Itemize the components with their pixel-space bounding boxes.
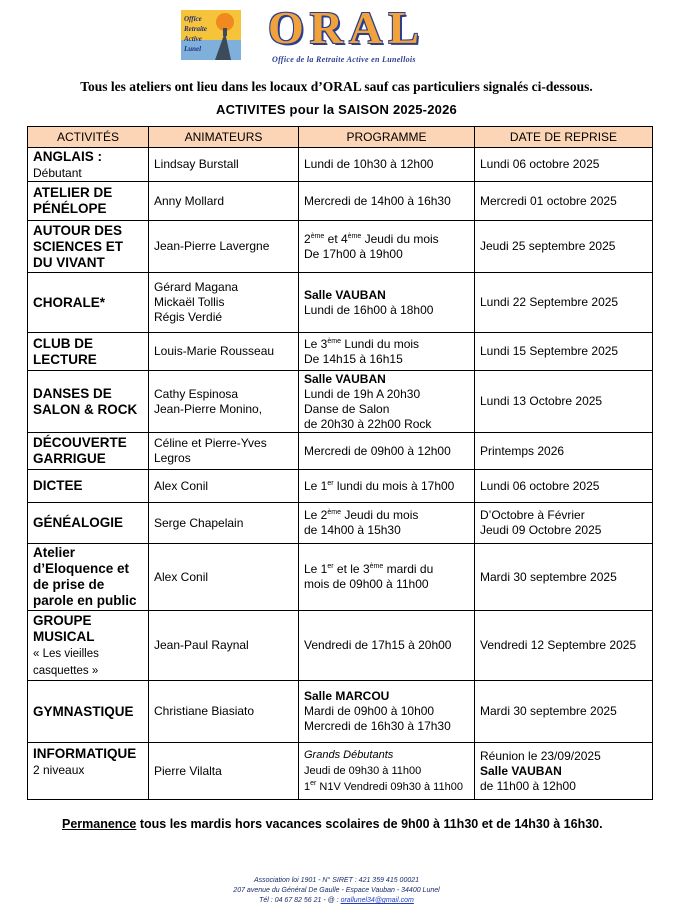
animator-cell: Alex Conil <box>149 544 299 611</box>
table-row <box>28 681 653 743</box>
date-cell: Printemps 2026 <box>475 433 653 470</box>
activities-table <box>27 126 653 800</box>
email-link[interactable]: orallunel34@gmail.com <box>340 897 414 904</box>
table-header-row <box>28 127 653 148</box>
header-programme: PROGRAMME <box>299 127 475 148</box>
activity-cell: CHORALE* <box>28 273 149 333</box>
activity-cell: GÉNÉALOGIE <box>28 503 149 544</box>
activity-cell: GROUPE MUSICAL « Les vieilles casquettes » <box>28 611 149 681</box>
table-row <box>28 470 653 503</box>
animator-cell: Christiane Biasiato <box>149 681 299 743</box>
logo-badge-graphic <box>181 10 241 60</box>
svg-text:Active: Active <box>184 35 202 43</box>
header-activites: ACTIVITÉS <box>28 127 149 148</box>
date-cell: D’Octobre à Février Jeudi 09 Octobre 2025 <box>475 503 653 544</box>
animator-cell: Jean-Pierre Lavergne <box>149 221 299 273</box>
svg-text:Lunel: Lunel <box>184 45 202 53</box>
date-cell: Lundi 13 Octobre 2025 <box>475 371 653 433</box>
activity-cell: ATELIER DE PÉNÉLOPE <box>28 182 149 221</box>
program-cell: Grands Débutants Jeudi de 09h30 à 11h00 1er N1V Vendredi 09h30 à 11h00 <box>299 743 475 800</box>
page-title: ACTIVITES pour la SAISON 2025-2026 <box>216 102 457 117</box>
date-cell: Réunion le 23/09/2025 Salle VAUBAN de 11h00 à 12h00 <box>475 743 653 800</box>
permanence-text: tous les mardis hors vacances scolaires de 9h00 à 11h30 et de 14h30 à 16h30. <box>136 817 603 831</box>
activity-cell: INFORMATIQUE 2 niveaux <box>28 743 149 800</box>
animator-cell: Jean-Paul Raynal <box>149 611 299 681</box>
program-cell: 2ème et 4ème Jeudi du mois De 17h00 à 19h00 <box>299 221 475 273</box>
date-cell: Jeudi 25 septembre 2025 <box>475 221 653 273</box>
animator-cell: Lindsay Burstall <box>149 148 299 182</box>
logo-subtitle: Office de la Retraite Active en Lunellois <box>272 55 416 64</box>
svg-text:Office: Office <box>184 15 202 23</box>
program-cell: Salle MARCOU Mardi de 09h00 à 10h00 Mercredi de 16h30 à 17h30 <box>299 681 475 743</box>
date-cell: Mercredi 01 octobre 2025 <box>475 182 653 221</box>
table-row <box>28 273 653 333</box>
program-cell: Salle VAUBAN Lundi de 16h00 à 18h00 <box>299 273 475 333</box>
intro-text: Tous les ateliers ont lieu dans les locaux d’ORAL sauf cas particuliers signalés ci-dessous. <box>80 79 593 94</box>
date-cell: Vendredi 12 Septembre 2025 <box>475 611 653 681</box>
program-cell: Mercredi de 09h00 à 12h00 <box>299 433 475 470</box>
table-row <box>28 433 653 470</box>
program-cell: Mercredi de 14h00 à 16h30 <box>299 182 475 221</box>
program-cell: Vendredi de 17h15 à 20h00 <box>299 611 475 681</box>
footer-line-2: 207 avenue du Général De Gaulle - Espace Vauban - 34400 Lunel <box>233 887 440 894</box>
logo-wordmark: ORAL <box>268 2 425 53</box>
program-cell: Le 3ème Lundi du mois De 14h15 à 16h15 <box>299 333 475 371</box>
date-cell: Lundi 06 octobre 2025 <box>475 148 653 182</box>
animator-cell: Céline et Pierre-Yves Legros <box>149 433 299 470</box>
program-cell: Lundi de 10h30 à 12h00 <box>299 148 475 182</box>
activity-cell: DÉCOUVERTE GARRIGUE <box>28 433 149 470</box>
table-row <box>28 371 653 433</box>
date-cell: Lundi 15 Septembre 2025 <box>475 333 653 371</box>
animator-cell: Anny Mollard <box>149 182 299 221</box>
activity-cell: DANSES DE SALON & ROCK <box>28 371 149 433</box>
activity-cell: CLUB DE LECTURE <box>28 333 149 371</box>
activity-cell: GYMNASTIQUE <box>28 681 149 743</box>
animator-cell: Cathy Espinosa Jean-Pierre Monino, <box>149 371 299 433</box>
activity-cell: ANGLAIS : Débutant <box>28 148 149 182</box>
table-row <box>28 182 653 221</box>
footer-line-1: Association loi 1901 - N° SIRET : 421 359 415 00021 <box>253 877 420 884</box>
svg-text:Retraite: Retraite <box>184 25 207 33</box>
table-row <box>28 544 653 611</box>
program-cell: Salle VAUBAN Lundi de 19h A 20h30 Danse de Salon de 20h30 à 22h00 Rock <box>299 371 475 433</box>
animator-cell: Pierre Vilalta <box>149 743 299 800</box>
date-cell: Lundi 06 octobre 2025 <box>475 470 653 503</box>
program-cell: Le 1er lundi du mois à 17h00 <box>299 470 475 503</box>
table-row <box>28 221 653 273</box>
footer-line-3: Tél : 04 67 82 56 21 - @ : orallunel34@gmail.com <box>259 897 414 904</box>
date-cell: Lundi 22 Septembre 2025 <box>475 273 653 333</box>
animator-cell: Louis-Marie Rousseau <box>149 333 299 371</box>
animator-cell: Alex Conil <box>149 470 299 503</box>
permanence-note <box>62 817 603 831</box>
table-row <box>28 333 653 371</box>
date-cell: Mardi 30 septembre 2025 <box>475 544 653 611</box>
program-cell: Le 2ème Jeudi du mois de 14h00 à 15h30 <box>299 503 475 544</box>
header-animateurs: ANIMATEURS <box>149 127 299 148</box>
header-date-reprise: DATE DE REPRISE <box>475 127 653 148</box>
table-row <box>28 503 653 544</box>
activity-cell: AUTOUR DES SCIENCES ET DU VIVANT <box>28 221 149 273</box>
animator-cell: Serge Chapelain <box>149 503 299 544</box>
table-row <box>28 611 653 681</box>
permanence-label: Permanence <box>62 817 137 831</box>
logo-badge <box>181 10 241 60</box>
animator-cell: Gérard Magana Mickaël Tollis Régis Verdié <box>149 273 299 333</box>
table-row <box>28 148 653 182</box>
table-row <box>28 743 653 800</box>
activity-cell: DICTEE <box>28 470 149 503</box>
program-cell: Le 1er et le 3ème mardi du mois de 09h00 à 11h00 <box>299 544 475 611</box>
date-cell: Mardi 30 septembre 2025 <box>475 681 653 743</box>
footer <box>0 876 673 906</box>
activity-cell: Atelier d’Eloquence et de prise de parole en public <box>28 544 149 611</box>
